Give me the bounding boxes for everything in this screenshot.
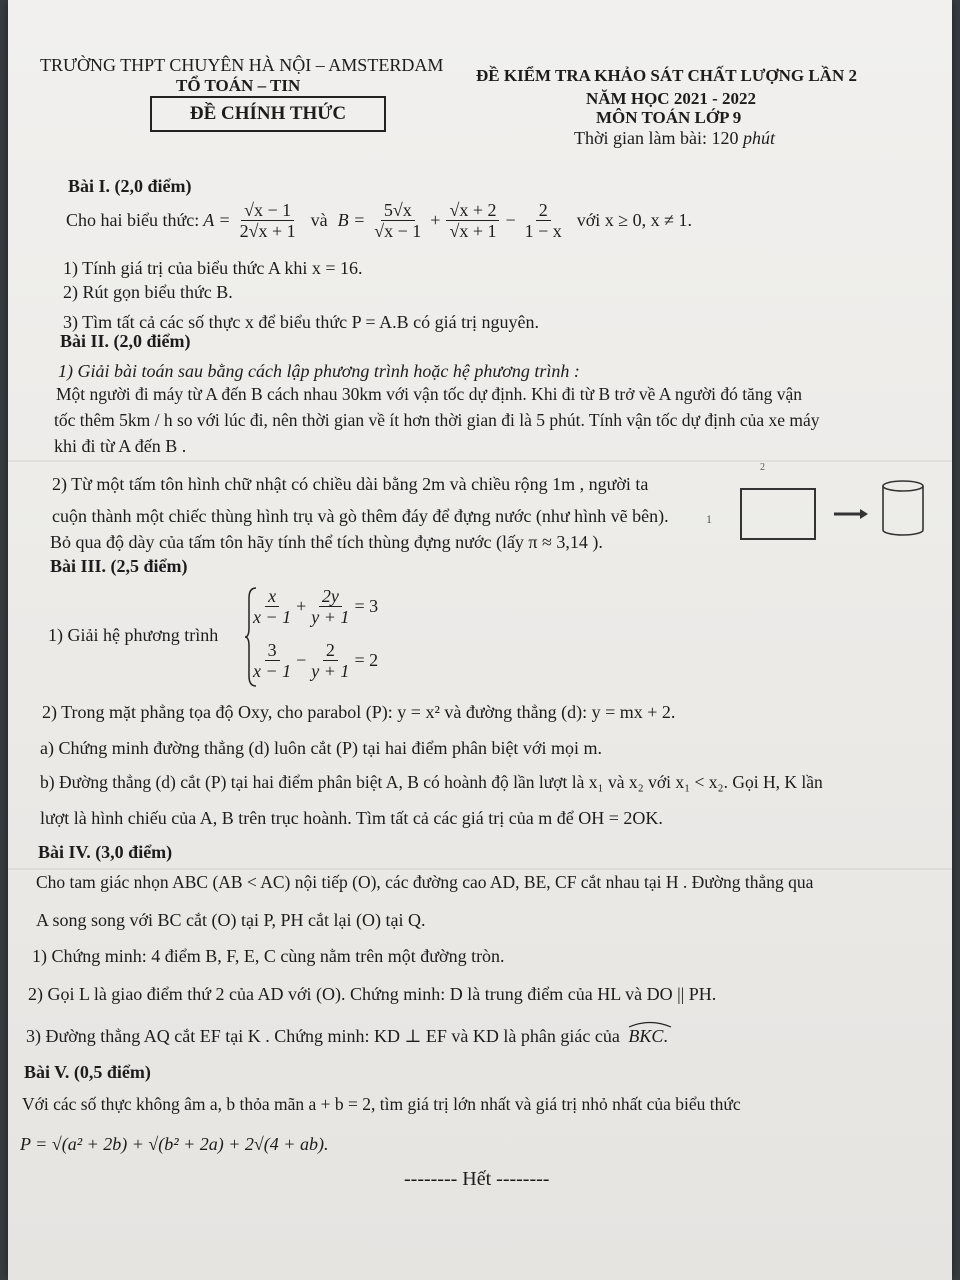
time-unit: phút — [743, 128, 776, 148]
bai1-intro: Cho hai biểu thức: — [66, 210, 200, 230]
eq2-frac2 — [308, 640, 352, 681]
cylinder-icon — [880, 478, 926, 538]
bai4-q3 — [26, 1026, 668, 1047]
bai2-title: Bài II. (2,0 điểm) — [60, 331, 191, 351]
minus-sign: − — [505, 210, 516, 230]
eq2-f1-den: x − 1 — [253, 661, 292, 681]
expr-b-label: B = — [337, 210, 366, 230]
angle-hat-icon — [628, 1020, 672, 1028]
bai4-intro-line1: Cho tam giác nhọn ABC (AB < AC) nội tiếp (O), các đường cao AD, BE, CF cắt nhau tại H . Đường thẳng qua — [36, 872, 814, 892]
b1-numerator: 5√x — [381, 200, 415, 221]
bai3-q1-label: 1) Giải hệ phương trình — [48, 625, 219, 645]
end-marker: -------- Hết -------- — [404, 1168, 550, 1190]
bai1-q2: 2) Rút gọn biểu thức B. — [63, 282, 233, 302]
expr-a-denominator: 2√x + 1 — [239, 221, 296, 241]
eq2-f1-num: 3 — [265, 640, 280, 661]
paper-fold — [8, 460, 952, 462]
bai1-condition: với x ≥ 0, x ≠ 1. — [576, 210, 693, 230]
eq1-frac1 — [250, 586, 294, 627]
official-label: ĐỀ CHÍNH THỨC — [189, 103, 347, 124]
b1-denominator: √x − 1 — [374, 221, 422, 241]
bai2-p2-line1: 2) Từ một tấm tôn hình chữ nhật có chiều dài bằng 2m và chiều rộng 1m , người ta — [52, 474, 649, 494]
bai1-expressions — [66, 200, 692, 241]
and-word: và — [310, 210, 328, 230]
bai3-q2b-line2: lượt là hình chiếu của A, B trên trục hoành. Tìm tất cả các giá trị của m để OH = 2OK. — [40, 808, 663, 828]
eq2-f2-den: y + 1 — [311, 661, 350, 681]
bai2-p1-head: 1) Giải bài toán sau bằng cách lập phương trình hoặc hệ phương trình : — [58, 361, 580, 381]
b2-numerator: √x + 2 — [446, 200, 499, 221]
bai4-q3-text: 3) Đường thẳng AQ cắt EF tại K . Chứng minh: KD ⊥ EF và KD là phân giác của — [26, 1026, 620, 1046]
arrow-right-icon — [834, 508, 868, 520]
paper-fold — [8, 868, 952, 870]
eq1-f2-num: 2y — [319, 586, 342, 607]
expr-b-fraction-3 — [522, 200, 565, 241]
bai2-p2-line3: Bỏ qua độ dày của tấm tôn hãy tính thể tích thùng đựng nước (lấy π ≈ 3,14 ). — [50, 532, 603, 552]
angle-bkc — [628, 1026, 663, 1047]
eq2-operator: − — [296, 650, 307, 670]
bai5-line2: P = √(a² + 2b) + √(b² + 2a) + 2√(4 + ab). — [20, 1134, 329, 1154]
bai1-q1: 1) Tính giá trị của biểu thức A khi x = 16. — [63, 258, 363, 278]
eq1-f1-den: x − 1 — [253, 607, 292, 627]
bai2-p2-line2: cuộn thành một chiếc thùng hình trụ và gò thêm đáy để đựng nước (như hình vẽ bên). — [52, 506, 669, 526]
expr-a-numerator: √x − 1 — [241, 200, 294, 221]
bai5-title: Bài V. (0,5 điểm) — [24, 1062, 151, 1082]
time-allowed — [574, 128, 775, 149]
plus-sign: + — [430, 210, 441, 230]
bai4-title: Bài IV. (3,0 điểm) — [38, 842, 173, 862]
eq2-frac1 — [250, 640, 294, 681]
b3-numerator: 2 — [536, 200, 551, 221]
bai1-q3: 3) Tìm tất cả các số thực x để biểu thức P = A.B có giá trị nguyên. — [63, 312, 540, 332]
bai4-q1: 1) Chứng minh: 4 điểm B, F, E, C cùng nằm trên một đường tròn. — [32, 946, 505, 966]
eq2-rhs: = 2 — [354, 650, 379, 670]
expr-b-fraction-2 — [446, 200, 499, 241]
system-eq1 — [248, 586, 378, 627]
department-name: TỔ TOÁN – TIN — [176, 76, 301, 95]
bai5-line1: Với các số thực không âm a, b thỏa mãn a + b = 2, tìm giá trị lớn nhất và giá trị nhỏ nhất của biểu thức — [22, 1094, 741, 1114]
eq1-rhs: = 3 — [354, 596, 379, 616]
bai2-p1-line2: tốc thêm 5km / h so với lúc đi, nên thời gian về ít hơn thời gian đi là 5 phút. Tính vận tốc dự định của xe máy — [54, 410, 820, 430]
expr-b-fraction-1 — [371, 200, 424, 241]
bai3-q2b-line1: b) Đường thẳng (d) cắt (P) tại hai điểm phân biệt A, B có hoành độ lần lượt là x₁ và x₂ với x₁ < x₂. Gọi H, K lần — [40, 772, 823, 792]
bai1-title: Bài I. (2,0 điểm) — [68, 176, 192, 196]
time-prefix: Thời gian làm bài: 120 — [574, 128, 739, 148]
exam-paper — [8, 0, 952, 1280]
b2-denominator: √x + 1 — [449, 221, 497, 241]
expr-a-fraction — [237, 200, 299, 241]
official-label-box — [150, 96, 386, 132]
school-name: TRƯỜNG THPT CHUYÊN HÀ NỘI – AMSTERDAM — [40, 55, 444, 75]
eq1-f2-den: y + 1 — [311, 607, 350, 627]
school-year: NĂM HỌC 2021 - 2022 — [586, 89, 756, 108]
eq2-f2-num: 2 — [323, 640, 338, 661]
angle-bkc-text: BKC — [628, 1026, 664, 1046]
eq1-operator: + — [296, 596, 307, 616]
subject: MÔN TOÁN LỚP 9 — [596, 108, 742, 127]
eq1-f1-num: x — [265, 586, 279, 607]
figure-height-label: 1 — [706, 512, 712, 526]
sheet-rectangle — [740, 488, 816, 540]
bai4-q3-end: . — [663, 1026, 668, 1046]
exam-title: ĐỀ KIỂM TRA KHẢO SÁT CHẤT LƯỢNG LẦN 2 — [476, 66, 857, 85]
bai2-p1-line1: Một người đi máy từ A đến B cách nhau 30km với vận tốc dự định. Khi đi từ B trở về A người đó tăng vận — [56, 384, 802, 404]
b3-denominator: 1 − x — [524, 221, 562, 241]
eq1-frac2 — [308, 586, 352, 627]
bai4-intro-line2: A song song với BC cắt (O) tại P, PH cắt lại (O) tại Q. — [36, 910, 426, 930]
bai4-q2: 2) Gọi L là giao điểm thứ 2 của AD với (O). Chứng minh: D là trung điểm của HL và DO || PH. — [28, 984, 717, 1004]
bai3-title: Bài III. (2,5 điểm) — [50, 556, 188, 576]
expr-a-label: A = — [203, 210, 231, 230]
figure-width-label: 2 — [760, 462, 765, 473]
bai3-q2: 2) Trong mặt phẳng tọa độ Oxy, cho parabol (P): y = x² và đường thẳng (d): y = mx + 2. — [42, 702, 676, 722]
system-eq2 — [248, 640, 378, 681]
bai3-q2a: a) Chứng minh đường thẳng (d) luôn cắt (P) tại hai điểm phân biệt với mọi m. — [40, 738, 602, 758]
bai2-p1-line3: khi đi từ A đến B . — [54, 436, 187, 456]
